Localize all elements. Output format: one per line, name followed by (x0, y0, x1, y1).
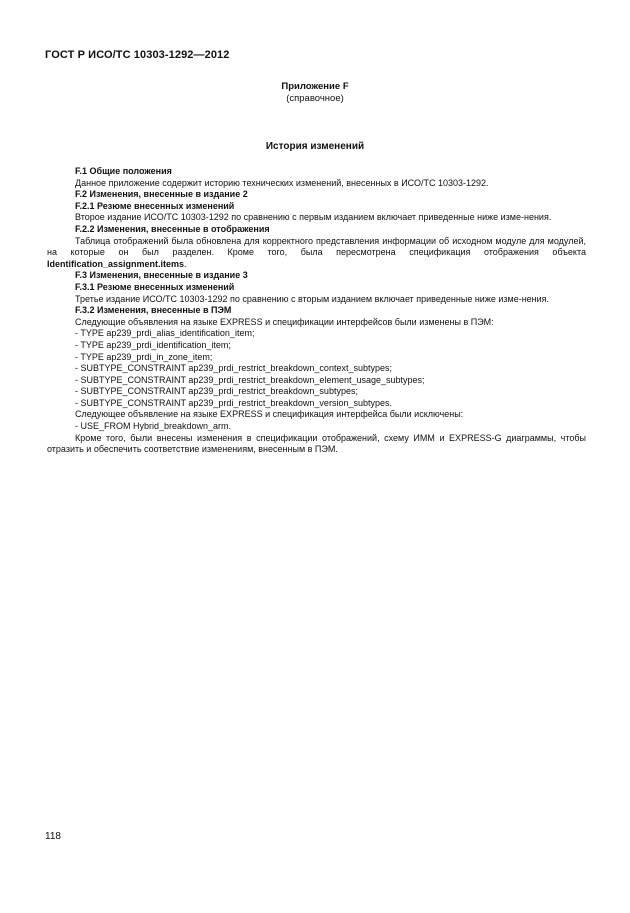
appendix-subtitle: (справочное) (286, 93, 344, 104)
section-f31-text: Третье издание ИСО/ТС 10303-1292 по сравнению с вторым изданием включает приведенные ниже изме-нения. (75, 293, 550, 304)
list-item: - SUBTYPE_CONSTRAINT ap239_prdi_restrict_breakdown_subtypes; (75, 386, 358, 397)
section-f32-closing: Кроме того, были внесены изменения в спецификации отображений, схему ИММ и EXPRESS-G диаграммы, чтобы отразить и обеспечить соответствие изменениям, внесенным в ПЭМ. (47, 432, 586, 455)
section-f32-intro: Следующие объявления на языке EXPRESS и спецификации интерфейсов были изменены в ПЭМ: (75, 316, 494, 327)
list-item: - TYPE ap239_prdi_identification_item; (75, 339, 231, 350)
section-f32-excluded-intro: Следующее объявление на языке EXPRESS и спецификация интерфейса были исключены: (75, 409, 464, 420)
express-declarations-list (47, 328, 586, 409)
section-f31-heading: F.3.1 Резюме внесенных изменений (75, 281, 235, 292)
document-title: История изменений (265, 141, 365, 152)
section-f22-heading: F.2.2 Изменения, внесенные в отображения (75, 223, 270, 234)
page-number: 118 (45, 831, 61, 842)
entity-name: Identification_assignment.items (47, 258, 185, 269)
section-f22-text (47, 236, 586, 271)
list-item: - TYPE ap239_prdi_in_zone_item; (75, 351, 213, 362)
section-f2-heading: F.2 Изменения, внесенные в издание 2 (75, 189, 248, 200)
list-item: - SUBTYPE_CONSTRAINT ap239_prdi_restrict_breakdown_version_subtypes. (75, 397, 392, 408)
list-item: - TYPE ap239_prdi_alias_identification_item; (75, 328, 255, 339)
list-item: - SUBTYPE_CONSTRAINT ap239_prdi_restrict_breakdown_element_usage_subtypes; (75, 374, 425, 385)
section-f21-text: Второе издание ИСО/ТС 10303-1292 по сравнению с первым изданием включает приведенные ниже изме-нения. (75, 212, 552, 223)
appendix-block (200, 81, 430, 105)
section-f22-text-end: . (184, 258, 187, 269)
section-f1-text: Данное приложение содержит историю технических изменений, внесенных в ИСО/ТС 10303-1292. (75, 177, 489, 188)
list-item: - SUBTYPE_CONSTRAINT ap239_prdi_restrict_breakdown_context_subtypes; (75, 363, 392, 374)
standard-header: ГОСТ Р ИСО/ТС 10303-1292—2012 (45, 49, 230, 61)
section-f22-text-main: Таблица отображений была обновлена для корректного представления информации об исходном модуле для модулей, на которые он был разделен. Кроме того, была пересмотрена спецификация отображения объекта (47, 235, 586, 258)
excluded-item: - USE_FROM Hybrid_breakdown_arm. (75, 421, 232, 432)
appendix-title: Приложение F (281, 81, 349, 92)
section-f21-heading: F.2.1 Резюме внесенных изменений (75, 200, 235, 211)
section-f3-heading: F.3 Изменения, внесенные в издание 3 (75, 270, 248, 281)
document-body (47, 166, 586, 456)
section-f1-heading: F.1 Общие положения (75, 166, 172, 176)
section-f32-heading: F.3.2 Изменения, внесенные в ПЭМ (75, 305, 232, 316)
